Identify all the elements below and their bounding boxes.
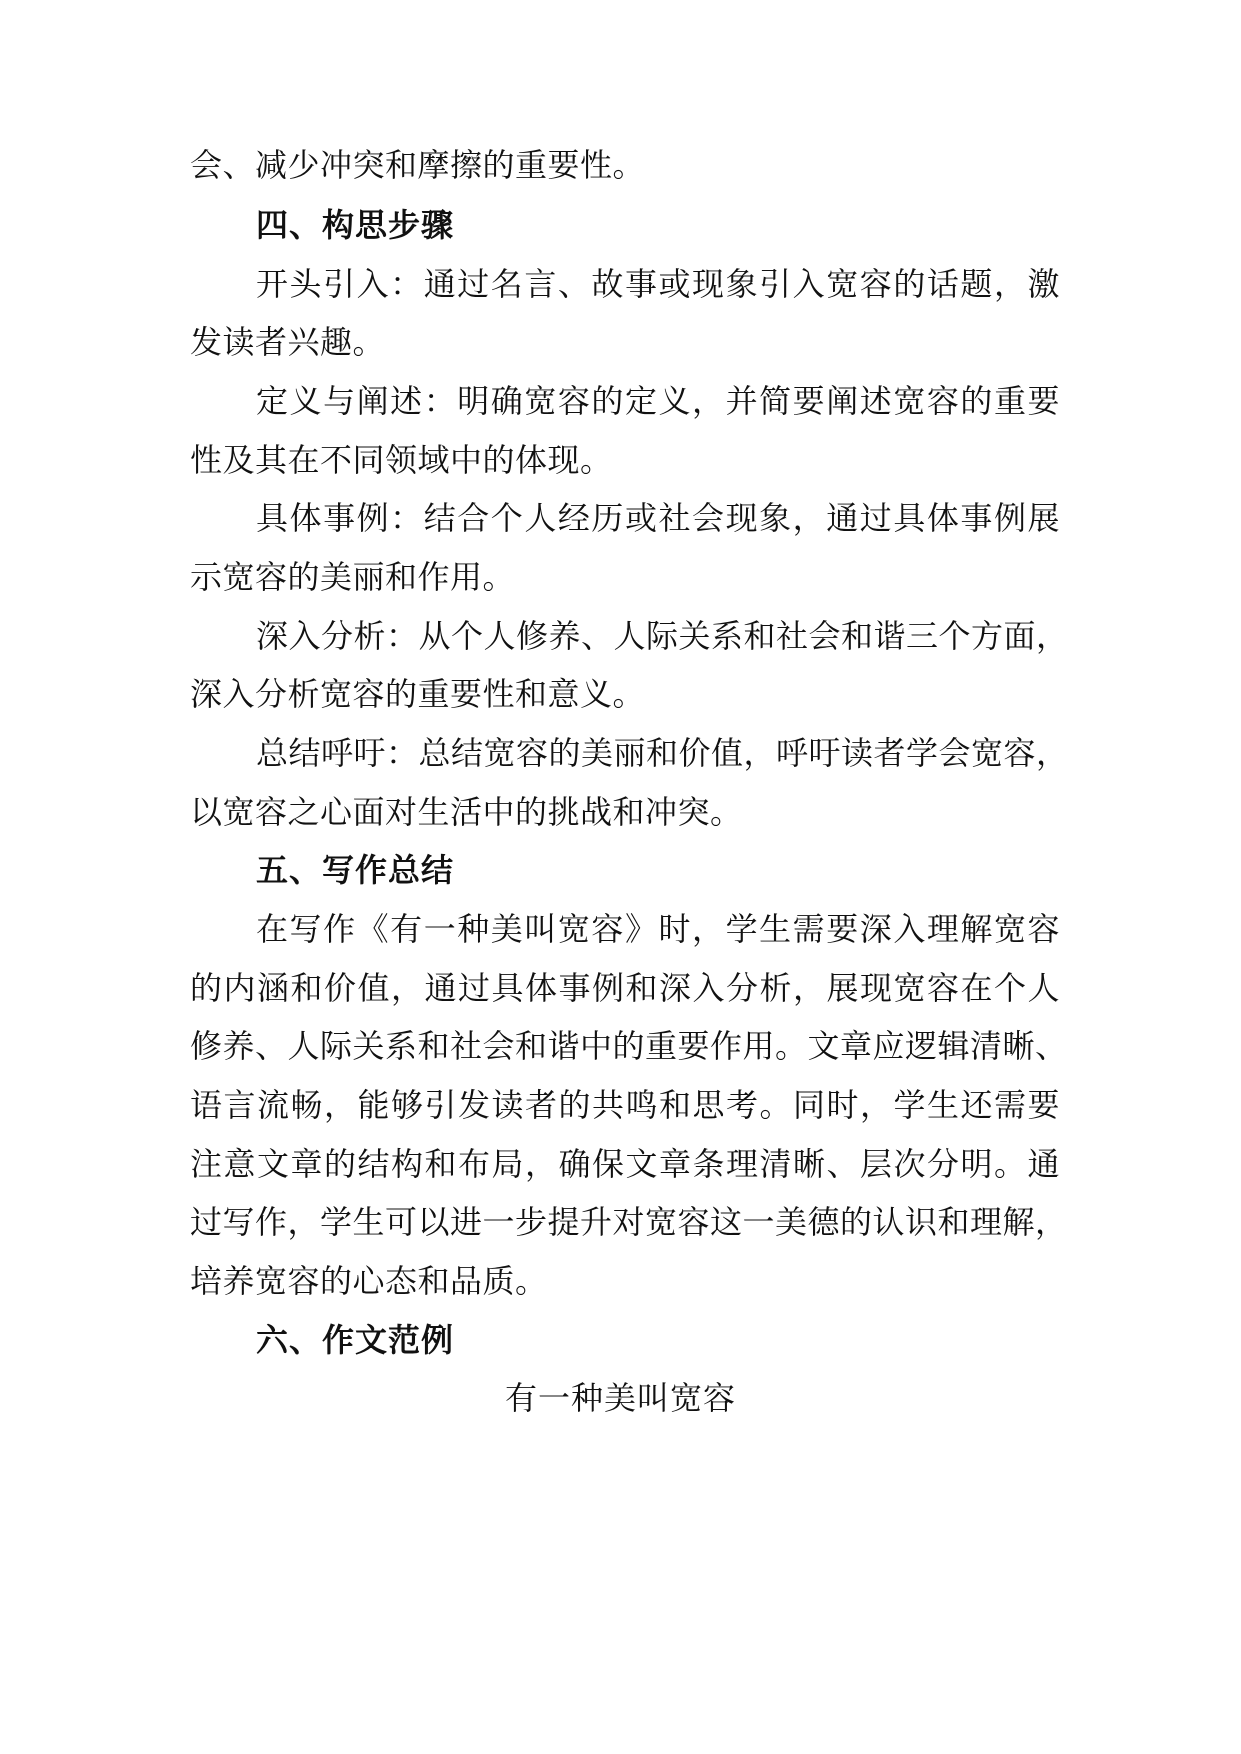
section-4-paragraph-1-line-2: 发读者兴趣。	[190, 323, 386, 361]
section-4-paragraph-4-line-1: 深入分析：从个人修养、人际关系和社会和谐三个方面，	[256, 617, 1069, 655]
section-5-paragraph-line-6: 过写作，学生可以进一步提升对宽容这一美德的认识和理解，	[190, 1203, 1068, 1241]
section-4-paragraph-3-line-2: 示宽容的美丽和作用。	[190, 558, 516, 596]
section-4-paragraph-1-line-1: 开头引入：通过名言、故事或现象引入宽容的话题，激	[256, 265, 1060, 303]
section-4-paragraph-3-line-1: 具体事例：结合个人经历或社会现象，通过具体事例展	[256, 499, 1060, 537]
section-5-paragraph-line-2: 的内涵和价值，通过具体事例和深入分析，展现宽容在个人	[190, 969, 1060, 1007]
section-5-paragraph-line-5: 注意文章的结构和布局，确保文章条理清晰、层次分明。通	[190, 1145, 1060, 1183]
section-5-heading: 五、写作总结	[256, 851, 455, 889]
section-4-heading: 四、构思步骤	[256, 206, 455, 244]
section-5-paragraph-line-4: 语言流畅，能够引发读者的共鸣和思考。同时，学生还需要	[190, 1086, 1060, 1124]
section-5-paragraph-line-3: 修养、人际关系和社会和谐中的重要作用。文章应逻辑清晰、	[190, 1027, 1068, 1065]
section-5-paragraph-line-1: 在写作《有一种美叫宽容》时，学生需要深入理解宽容	[256, 910, 1060, 948]
section-5-paragraph-line-7: 培养宽容的心态和品质。	[190, 1262, 548, 1300]
continuation-line-1: 会、减少冲突和摩擦的重要性。	[190, 146, 646, 184]
section-4-paragraph-4-line-2: 深入分析宽容的重要性和意义。	[190, 675, 646, 713]
essay-title: 有一种美叫宽容	[504, 1379, 736, 1417]
section-4-paragraph-2-line-2: 性及其在不同领域中的体现。	[190, 441, 613, 479]
section-4-paragraph-5-line-1: 总结呼吁：总结宽容的美丽和价值，呼吁读者学会宽容，	[256, 734, 1069, 772]
section-4-paragraph-2-line-1: 定义与阐述：明确宽容的定义，并简要阐述宽容的重要	[256, 382, 1060, 420]
section-4-paragraph-5-line-2: 以宽容之心面对生活中的挑战和冲突。	[190, 793, 743, 831]
section-6-heading: 六、作文范例	[256, 1321, 455, 1359]
